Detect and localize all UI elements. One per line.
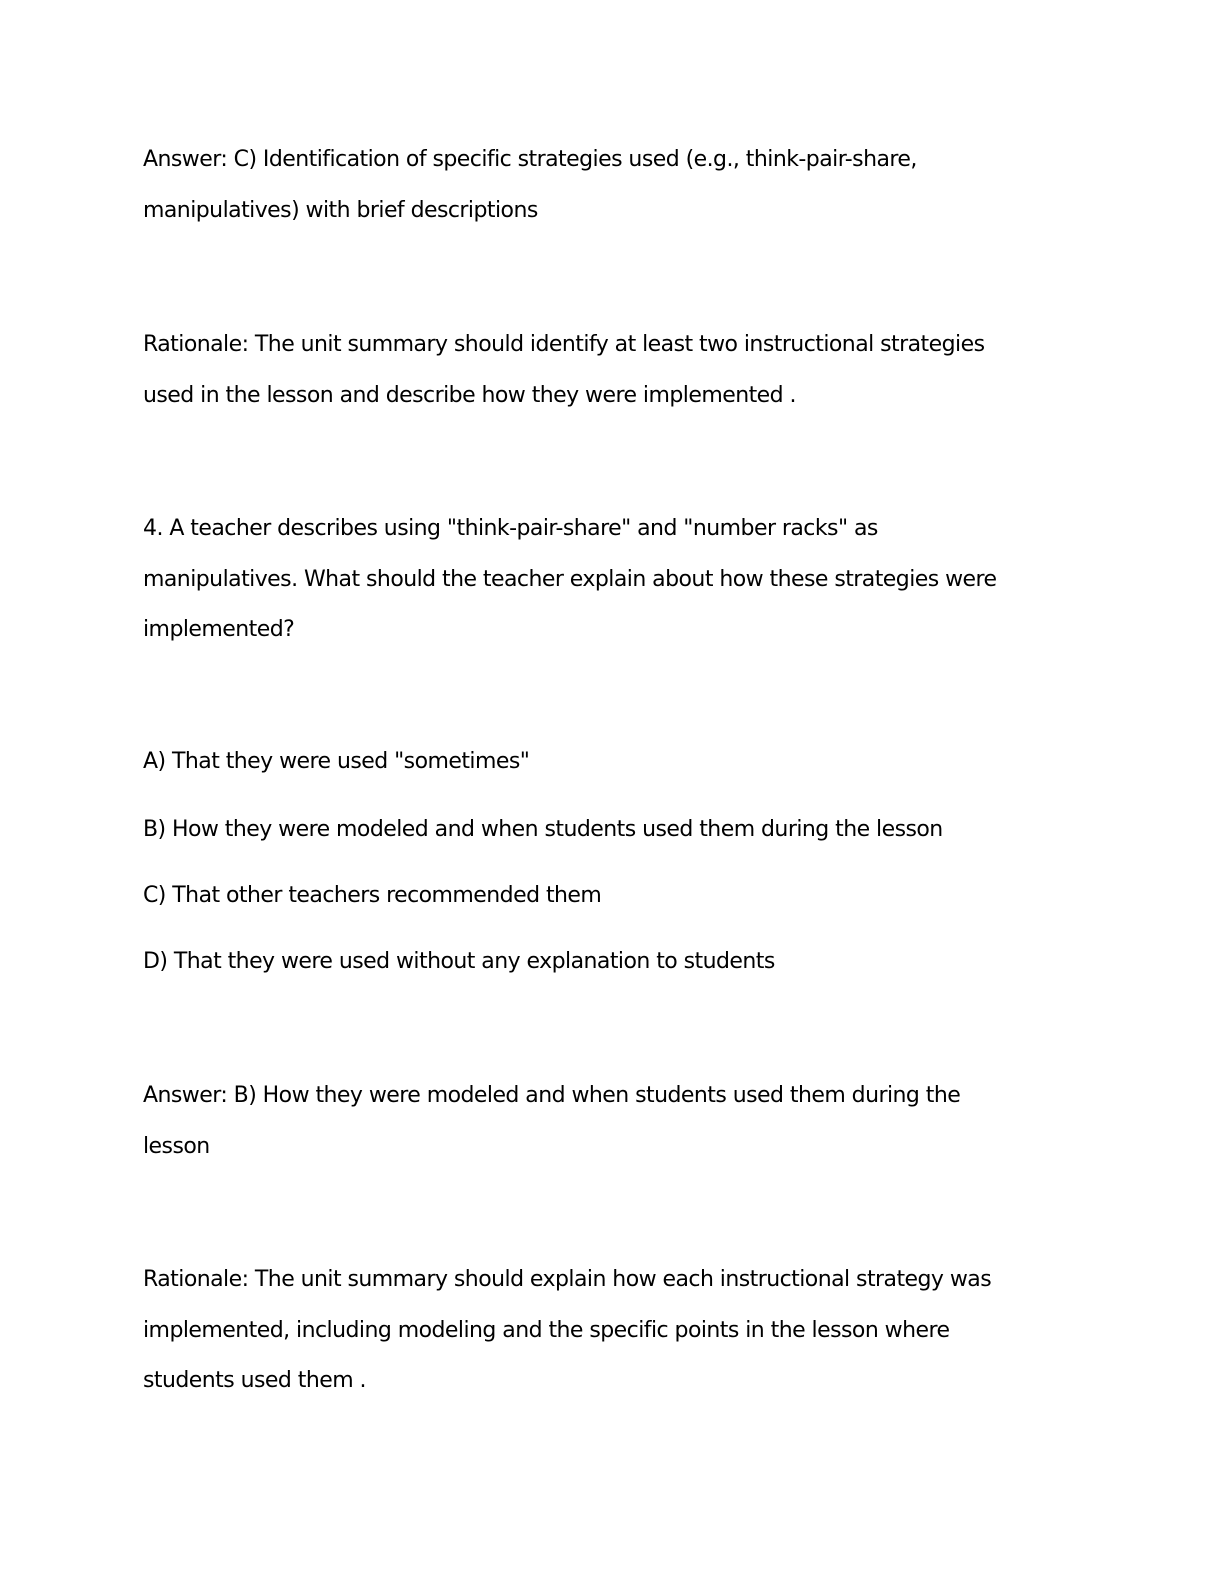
rationale-paragraph-previous [143, 320, 1083, 421]
answer-line-2: manipulatives) with brief descriptions [143, 197, 538, 223]
answer-paragraph-previous [143, 135, 1083, 236]
question-line-3: implemented? [143, 617, 295, 642]
option-d: D) That they were used without any explanation to students [143, 949, 775, 974]
option-a: A) That they were used "sometimes" [143, 749, 530, 774]
question-line-1: 4. A teacher describes using "think-pair-share" and "number racks" as [143, 516, 878, 541]
rationale-4-line-3: students used them . [143, 1368, 366, 1393]
answer-paragraph-question-4 [143, 1071, 1083, 1172]
answer-4-line-2: lesson [143, 1133, 210, 1159]
answer-4-line-1: Answer: B) How they were modeled and when students used them during the [143, 1083, 961, 1108]
question-4-paragraph [143, 504, 1083, 656]
rationale-line-2: used in the lesson and describe how they were implemented . [143, 382, 796, 408]
rationale-line-1: Rationale: The unit summary should identify at least two instructional strategies [143, 332, 985, 357]
option-c: C) That other teachers recommended them [143, 883, 602, 908]
answer-line-1: Answer: C) Identification of specific strategies used (e.g., think-pair-share, [143, 147, 917, 172]
rationale-4-line-1: Rationale: The unit summary should explain how each instructional strategy was [143, 1267, 992, 1292]
question-line-2: manipulatives. What should the teacher explain about how these strategies were [143, 566, 997, 592]
rationale-4-line-2: implemented, including modeling and the specific points in the lesson where [143, 1317, 950, 1343]
option-b: B) How they were modeled and when students used them during the lesson [143, 817, 943, 842]
rationale-paragraph-question-4 [143, 1255, 1083, 1407]
